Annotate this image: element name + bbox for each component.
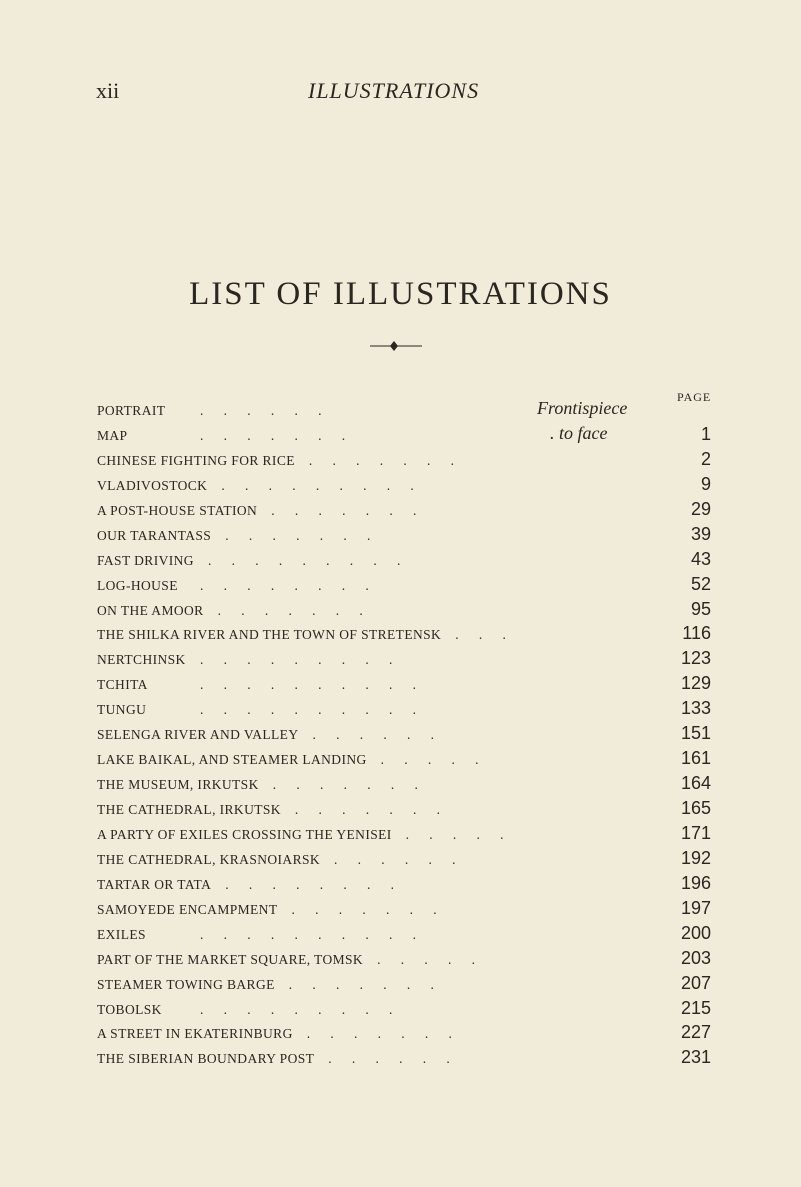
illustration-title: A PARTY OF EXILES CROSSING THE YENISEI [97,826,392,842]
dot-leader: . . . . . . . . [225,876,394,892]
list-item [0,947,801,972]
illustration-title: THE CATHEDRAL, IRKUTSK [97,802,281,817]
dot-leader: . . . . . . . [291,901,437,917]
illustration-title: LAKE BAIKAL, AND STEAMER LANDING [97,752,367,768]
list-item [0,622,801,647]
dot-leader: . . . . . [405,826,504,842]
list-item [0,772,801,797]
page-number: 200 [680,922,711,943]
dot-leader: . . . . . . [312,727,434,743]
list-item [0,972,801,997]
dot-leader: . . . . . . . . . [221,477,414,493]
list-item [0,672,801,697]
list-item [0,872,801,897]
illustration-title: LOG-HOUSE [97,577,178,593]
page-folio: xii [96,78,120,103]
page-number: 161 [680,748,711,769]
illustration-title: A POST-HOUSE STATION [97,502,258,518]
illustration-title: STEAMER TOWING BARGE [97,976,275,992]
list-item [0,997,801,1022]
list-item [0,1046,801,1071]
list-item [0,822,801,847]
page-number: 171 [680,822,711,843]
list-item [0,722,801,747]
page-number: 227 [680,1022,711,1043]
illustration-title: ON THE AMOOR [97,602,204,618]
dot-leader: . . . . . . [200,403,322,418]
illustration-title: THE CATHEDRAL, KRASNOIARSK [97,851,321,867]
dot-leader: . . . . . . . [272,777,418,793]
page-number: 123 [680,648,711,669]
dot-leader: . . . . . . . [225,527,371,543]
page-number: 165 [680,798,711,818]
illustration-title: PORTRAIT [97,403,166,418]
page-number: 151 [680,723,711,744]
illustration-title: SAMOYEDE ENCAMPMENT [97,901,278,917]
diamond-rule-ornament [368,338,424,354]
dot-leader: . . . . . . . . . . [200,702,416,718]
page-title: LIST OF ILLUSTRATIONS [189,276,612,312]
illustration-title: CHINESE FIGHTING FOR RICE [97,452,295,468]
dot-leader: . . . . . . [328,1051,450,1067]
page-number: 116 [682,623,711,644]
page-number: 129 [680,673,711,694]
illustration-title: TARTAR OR TATA [97,876,212,892]
illustration-title: EXILES [97,926,146,942]
dot-leader: . . . . . . . . . . [200,677,416,693]
illustration-title: FAST DRIVING [97,552,194,568]
illustration-title: THE SIBERIAN BOUNDARY POST [97,1051,315,1067]
list-item [0,922,801,947]
illustrations-list [0,398,801,1071]
list-item [0,448,801,473]
dot-leader: . . . . . [380,752,479,768]
list-item [0,847,801,872]
running-title: ILLUSTRATIONS [308,78,480,103]
dot-leader: . . . . . . . . . [200,652,393,668]
dot-leader: . . . . . . . [306,1026,452,1042]
page-number: 9 [700,473,711,494]
illustration-title: NERTCHINSK [97,652,186,668]
page-number: 1 [700,423,711,444]
list-item [0,598,801,623]
list-item [0,423,801,448]
list-item [0,897,801,922]
page-number: 192 [680,847,711,868]
page-number: 95 [690,598,711,619]
dot-leader: . . . . . . . . . . [200,926,416,942]
list-item [0,1021,801,1046]
list-item [0,548,801,573]
dot-leader: . . . . . . . . . [200,1001,393,1017]
page-number: 196 [680,872,711,893]
page-number: 164 [680,773,711,794]
placement-note: Frontispiece [537,398,628,418]
page-number: 39 [690,523,711,544]
list-item [0,797,801,822]
dot-leader: . . . . . . [334,851,456,867]
dot-leader: . . . . . . . [288,976,434,992]
illustration-title: TOBOLSK [97,1001,162,1017]
dot-leader: . . . . . . . [200,427,346,443]
list-item [0,747,801,772]
list-item [0,473,801,498]
illustration-title: SELENGA RIVER AND VALLEY [97,727,299,743]
dot-leader: . . . . . . . . . [207,552,401,568]
page-number: 52 [690,573,711,594]
dot-leader: . . . . . . . [271,502,417,518]
page-number: 203 [680,947,711,968]
list-item [0,498,801,523]
running-head [0,78,801,108]
list-item [0,697,801,722]
dot-leader: . . . . . . . [294,802,441,817]
dot-leader: . . . . . [377,951,475,967]
illustration-title: A STREET IN EKATERINBURG [97,1026,293,1042]
illustration-title: MAP [97,427,128,443]
page-number: 2 [700,448,711,469]
page-number: 197 [680,897,711,918]
list-item [0,647,801,672]
placement-note: . to face [550,422,608,443]
page-number: 215 [680,997,711,1018]
page-number: 133 [680,698,711,719]
illustration-title: OUR TARANTASS [97,527,212,543]
illustration-title: VLADIVOSTOCK [97,477,208,493]
list-item [0,398,801,423]
illustration-title: THE SHILKA RIVER AND THE TOWN OF STRETENSK [97,627,442,643]
dot-leader: . . . [455,627,506,643]
list-item [0,573,801,598]
page-column-header: PAGE [677,390,712,404]
page-number: 231 [680,1047,711,1068]
illustration-title: THE MUSEUM, IRKUTSK [97,777,259,793]
dot-leader: . . . . . . . [308,452,455,468]
page-number: 29 [690,498,711,519]
list-item [0,523,801,548]
illustration-title: TCHITA [97,677,148,693]
illustration-title: PART OF THE MARKET SQUARE, TOMSK [97,951,364,967]
illustration-title: TUNGU [97,702,147,718]
page-number: 43 [690,548,711,569]
page-number: 207 [680,972,711,993]
dot-leader: . . . . . . . [217,602,363,618]
dot-leader: . . . . . . . . [200,577,369,593]
